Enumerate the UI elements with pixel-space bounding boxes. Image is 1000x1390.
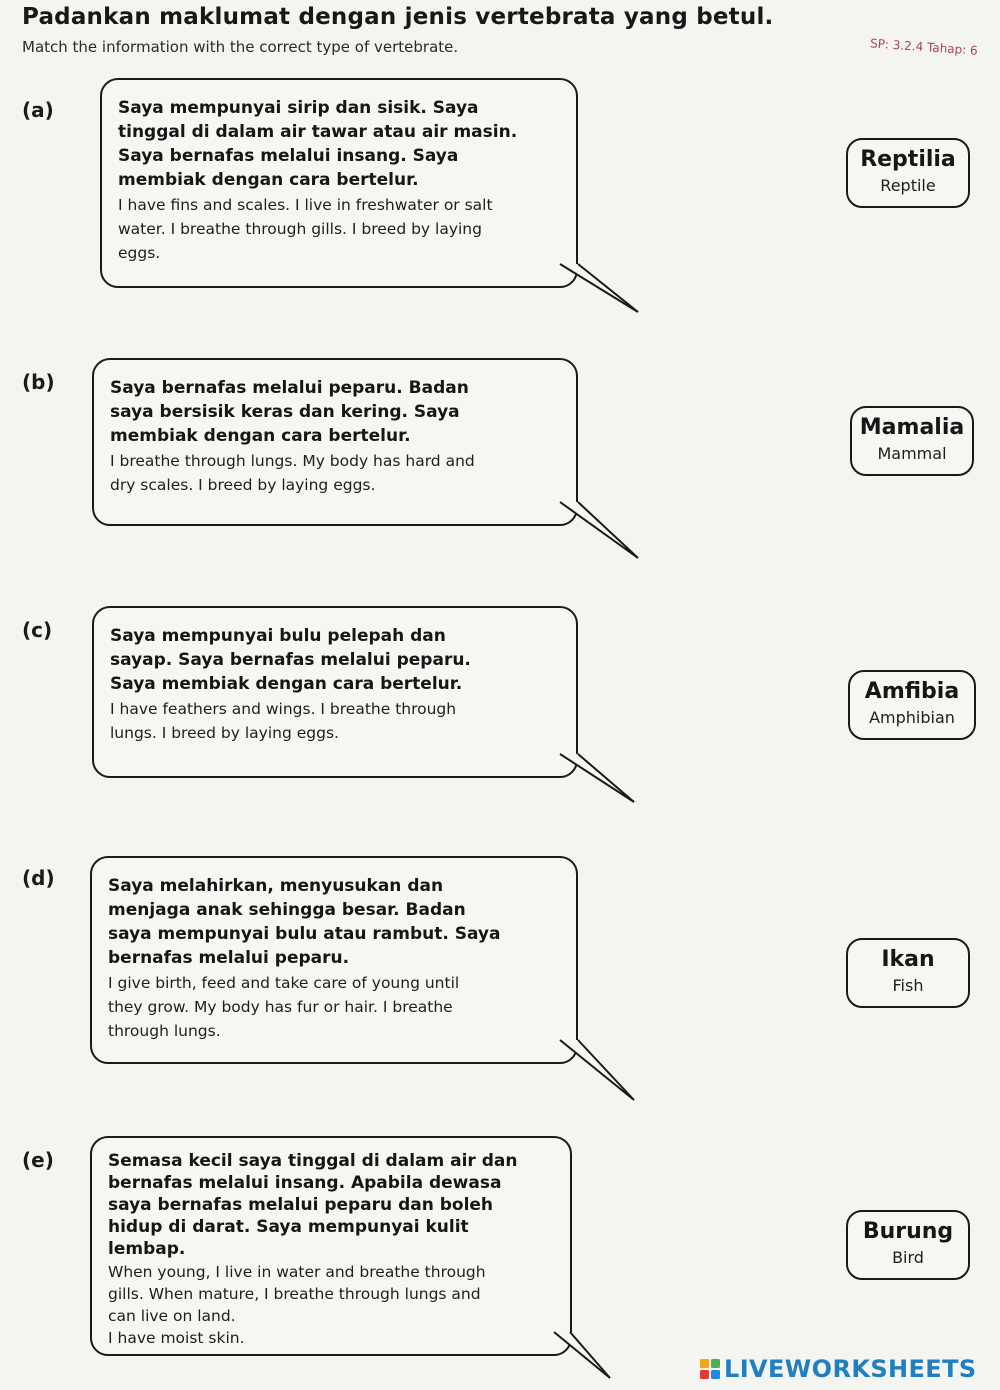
question-bubble-e (90, 1136, 572, 1356)
question-a-malay-line: Saya bernafas melalui insang. Saya (118, 146, 459, 166)
answer-box-amfibia[interactable] (848, 670, 976, 740)
answer-malay-label: Amfibia (864, 679, 960, 704)
question-e-english-line: gills. When mature, I breathe through lungs and (108, 1285, 481, 1303)
question-a-malay-line: Saya mempunyai sirip dan sisik. Saya (118, 98, 479, 118)
sp-code: SP: 3.2.4 Tahap: 6 (869, 36, 979, 58)
question-e-english-line: can live on land. (108, 1307, 236, 1325)
question-d-malay-line: menjaga anak sehingga besar. Badan (108, 900, 466, 920)
question-e-malay-line: lembap. (108, 1239, 186, 1259)
question-label-d: (d) (22, 866, 55, 890)
answer-malay-label: Burung (862, 1219, 954, 1244)
question-d-malay-line: bernafas melalui peparu. (108, 948, 350, 968)
question-label-b: (b) (22, 370, 55, 394)
answer-english-label: Bird (892, 1248, 924, 1267)
question-d-english-line: through lungs. (108, 1022, 221, 1040)
speech-tail-d (560, 1038, 650, 1104)
page-subtitle: Match the information with the correct type of vertebrate. (22, 38, 459, 56)
question-label-c: (c) (22, 618, 53, 642)
question-b-english-line: dry scales. I breed by laying eggs. (110, 476, 376, 494)
question-bubble-c (92, 606, 578, 778)
question-e-english-line: When young, I live in water and breathe through (108, 1263, 486, 1281)
question-d-malay-line: saya mempunyai bulu atau rambut. Saya (108, 924, 501, 944)
question-e-malay-line: hidup di darat. Saya mempunyai kulit (108, 1217, 469, 1237)
question-e-malay-line: saya bernafas melalui peparu dan boleh (108, 1195, 494, 1215)
question-e-malay-line: Semasa kecil saya tinggal di dalam air dan (108, 1151, 518, 1171)
question-a-malay-line: tinggal di dalam air tawar atau air masin. (118, 122, 518, 142)
question-d-english-line: I give birth, feed and take care of young until (108, 974, 460, 992)
question-bubble-a (100, 78, 578, 288)
question-c-english-line: lungs. I breed by laying eggs. (110, 724, 339, 742)
speech-tail-a (560, 262, 650, 318)
question-bubble-d (90, 856, 578, 1064)
answer-english-label: Mammal (877, 444, 947, 463)
question-label-a: (a) (22, 98, 54, 122)
question-a-english-line: water. I breathe through gills. I breed by laying (118, 220, 482, 238)
answer-english-label: Fish (892, 976, 924, 995)
page-title: Padankan maklumat dengan jenis vertebrata yang betul. (22, 4, 774, 30)
question-b-malay-line: membiak dengan cara bertelur. (110, 426, 411, 446)
question-a-english-line: I have fins and scales. I live in freshwater or salt (118, 196, 493, 214)
answer-malay-label: Reptilia (860, 147, 956, 172)
question-e-english-line: I have moist skin. (108, 1329, 245, 1347)
answer-box-ikan[interactable] (846, 938, 970, 1008)
question-c-malay-line: Saya membiak dengan cara bertelur. (110, 674, 463, 694)
question-a-english-line: eggs. (118, 244, 161, 262)
question-c-malay-line: sayap. Saya bernafas melalui peparu. (110, 650, 471, 670)
liveworksheets-brand-text: LIVEWORKSHEETS (724, 1355, 977, 1383)
answer-english-label: Reptile (880, 176, 936, 195)
question-b-malay-line: Saya bernafas melalui peparu. Badan (110, 378, 469, 398)
speech-tail-c (560, 752, 650, 808)
question-b-malay-line: saya bersisik keras dan kering. Saya (110, 402, 460, 422)
answer-box-burung[interactable] (846, 1210, 970, 1280)
question-e-malay-line: bernafas melalui insang. Apabila dewasa (108, 1173, 502, 1193)
liveworksheets-logo-icon (700, 1359, 720, 1379)
answer-malay-label: Ikan (881, 947, 935, 972)
question-d-malay-line: Saya melahirkan, menyusukan dan (108, 876, 444, 896)
answer-box-mamalia[interactable] (850, 406, 974, 476)
answer-english-label: Amphibian (869, 708, 955, 727)
liveworksheets-logo (700, 1354, 977, 1384)
answer-malay-label: Mamalia (859, 415, 965, 440)
answer-box-reptilia[interactable] (846, 138, 970, 208)
question-b-english-line: I breathe through lungs. My body has hard and (110, 452, 475, 470)
question-label-e: (e) (22, 1148, 54, 1172)
question-c-english-line: I have feathers and wings. I breathe through (110, 700, 457, 718)
question-a-malay-line: membiak dengan cara bertelur. (118, 170, 419, 190)
question-bubble-b (92, 358, 578, 526)
speech-tail-e (554, 1330, 624, 1382)
speech-tail-b (560, 500, 650, 562)
question-c-malay-line: Saya mempunyai bulu pelepah dan (110, 626, 446, 646)
question-d-english-line: they grow. My body has fur or hair. I breathe (108, 998, 453, 1016)
